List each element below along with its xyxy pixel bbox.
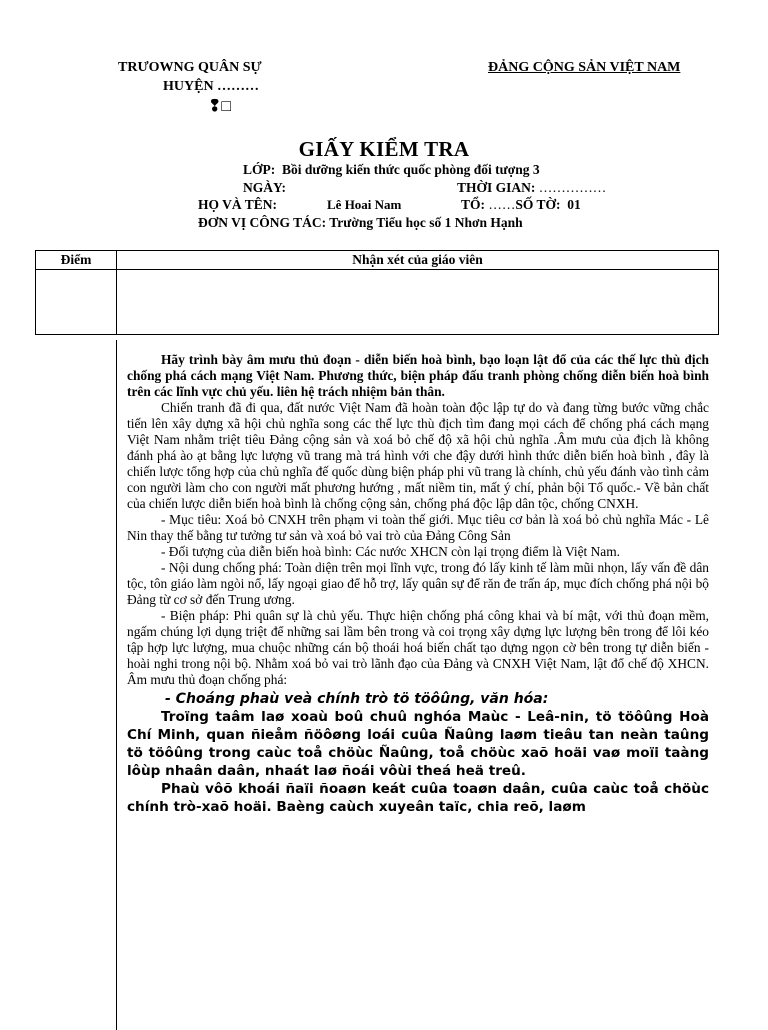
date-label: NGÀY: — [243, 180, 287, 195]
group-line — [461, 197, 581, 213]
unit-value: Trường Tiểu học số 1 Nhơn Hạnh — [329, 215, 523, 230]
unit-label: ĐƠN VỊ CÔNG TÁC: — [198, 215, 327, 230]
section-subheading: - Choáng phaù veà chính trò tö töôûng, văn hóa: — [165, 691, 549, 707]
score-header: Điểm — [36, 251, 117, 270]
name-label: HỌ VÀ TÊN: — [198, 197, 278, 212]
unit-line — [198, 215, 523, 231]
margin-line — [116, 340, 117, 1030]
page-title: GIẤY KIỂM TRA — [298, 137, 470, 161]
comment-cell — [117, 270, 719, 335]
name-value: Lê Hoai Nam — [327, 197, 402, 212]
answer-paragraph: Troïng taâm laø xoaù boû chuû nghóa Maùc - Leâ-nin, tö töôûng Hoà Chí Minh, quan ñieåm ñöôøng loái cuûa Ñaûng laøm tieâu tan neàn taûng tö töôûng trong caùc toå chöùc Ñaûng, toå chöùc xaõ hoäi vaø moïi taàng lôùp nhaân daân, nhaát laø ñoái vôùi theá heä treû. — [127, 709, 709, 779]
answer-paragraph: Phaù vôõ khoái ñaïi ñoaøn keát cuûa toaøn daân, cuûa caùc toå chöùc chính trò-xaõ hoäi. Baèng caùch xuyeân taïc, chia reõ, laøm — [127, 781, 709, 815]
answer-paragraph: - Mục tiêu: Xoá bỏ CNXH trên phạm vi toàn thế giới. Mục tiêu cơ bản là xoá bỏ chủ nghĩa Mác - Lê Nin thay thế bằng tư tưởng tư sản và xoá bỏ vai trò của Đảng Công Sản — [127, 512, 709, 543]
score-cell — [36, 270, 117, 335]
comment-header: Nhận xét của giáo viên — [117, 251, 719, 270]
time-value: …………… — [538, 180, 607, 195]
header-right-line1: ĐẢNG CỘNG SẢN VIỆT NAM — [488, 60, 681, 75]
sheet-value: 01 — [567, 197, 581, 212]
header-left-line2: HUYỆN ……… — [163, 79, 260, 94]
class-line — [243, 162, 540, 178]
answer-paragraph: - Đối tượng của diễn biến hoà bình: Các nước XHCN còn lại trọng điểm là Việt Nam. — [161, 544, 621, 559]
class-value: Bồi dưỡng kiến thức quốc phòng đối tượng 3 — [282, 162, 540, 177]
time-line — [457, 180, 606, 196]
time-label: THỜI GIAN: — [457, 180, 536, 195]
answer-paragraph: Chiến tranh đã đi qua, đất nước Việt Nam đã hoàn toàn độc lập tự do và đang từng bước vững chắc tiến lên xây dựng xã hội chủ nghĩa song các thế lực thù địch tìm đang mọi cách để chống phá cách mạng Việt Nam nhằm triệt tiêu Đảng cộng sản và xoá bỏ chế độ xã hội chủ nghĩa .Âm mưu của địch là không đánh phá ào ạt bằng lực lượng vũ trang mà trá hình với che đậy dưới hình thức diễn biến hoà bình , đây là chiến lược tổng hợp của chủ nghĩa đế quốc dùng biện pháp phi vũ trang là chính, chủ yếu đánh vào tình cảm con người làm cho con người mất phương hướng , mất niềm tin, mất ý chí, phản bội Tổ quốc.- Về bản chất của chiến lược diễn biến hoà bình là chống cộng sản, chống phá độc lập dân tộc, chống CNXH. — [127, 400, 709, 511]
group-label: TỔ: — [461, 197, 486, 212]
header-left-line1: TRƯOWNG QUÂN SỰ — [118, 60, 262, 75]
answer-content — [127, 352, 709, 816]
answer-paragraph: - Nội dung chống phá: Toàn diện trên mọi lĩnh vực, trong đó lấy kinh tế làm mũi nhọn, lấy vấn đề dân tộc, tôn giáo làm ngòi nổ, lấy ngoại giao để hỗ trợ, lấy quân sự để răn đe trấn áp, mục đích chống phá nội bộ Đảng từ cơ sở đến Trung ương. — [127, 560, 709, 607]
group-value: …… — [488, 197, 516, 212]
question-text: Hãy trình bày âm mưu thủ đoạn - diễn biến hoà bình, bạo loạn lật đổ của các thế lực thù địch chống phá cách mạng Việt Nam. Phương thức, biện pháp đấu tranh phòng chống diễn biến hoà bình trên các lĩnh vực chủ yếu. liên hệ trách nhiệm bản thân. — [127, 352, 709, 399]
header-symbol-icon: ❢□ — [208, 98, 232, 115]
grade-table — [35, 250, 719, 335]
answer-paragraph: - Biện pháp: Phi quân sự là chủ yếu. Thực hiện chống phá công khai và bí mật, với thủ đoạn mềm, ngấm chúng lợi dụng triệt để những sai lầm bên trong và coi trọng xây dựng lực lượng bên trong để lôi kéo tập hợp lực lượng, mua chuộc những cán bộ thoái hoá biến chất tạo dựng ngọn cờ bên trong tự diễn biến - hoài nghi trong nội bộ. Nhằm xoá bỏ vai trò lãnh đạo của Đảng và CNXH Việt Nam, lật đổ chế độ XHCN. Âm mưu thủ đoạn chống phá: — [127, 608, 709, 687]
sheet-label: SỐ TỜ: — [515, 197, 561, 212]
class-label: LỚP: — [243, 162, 276, 177]
